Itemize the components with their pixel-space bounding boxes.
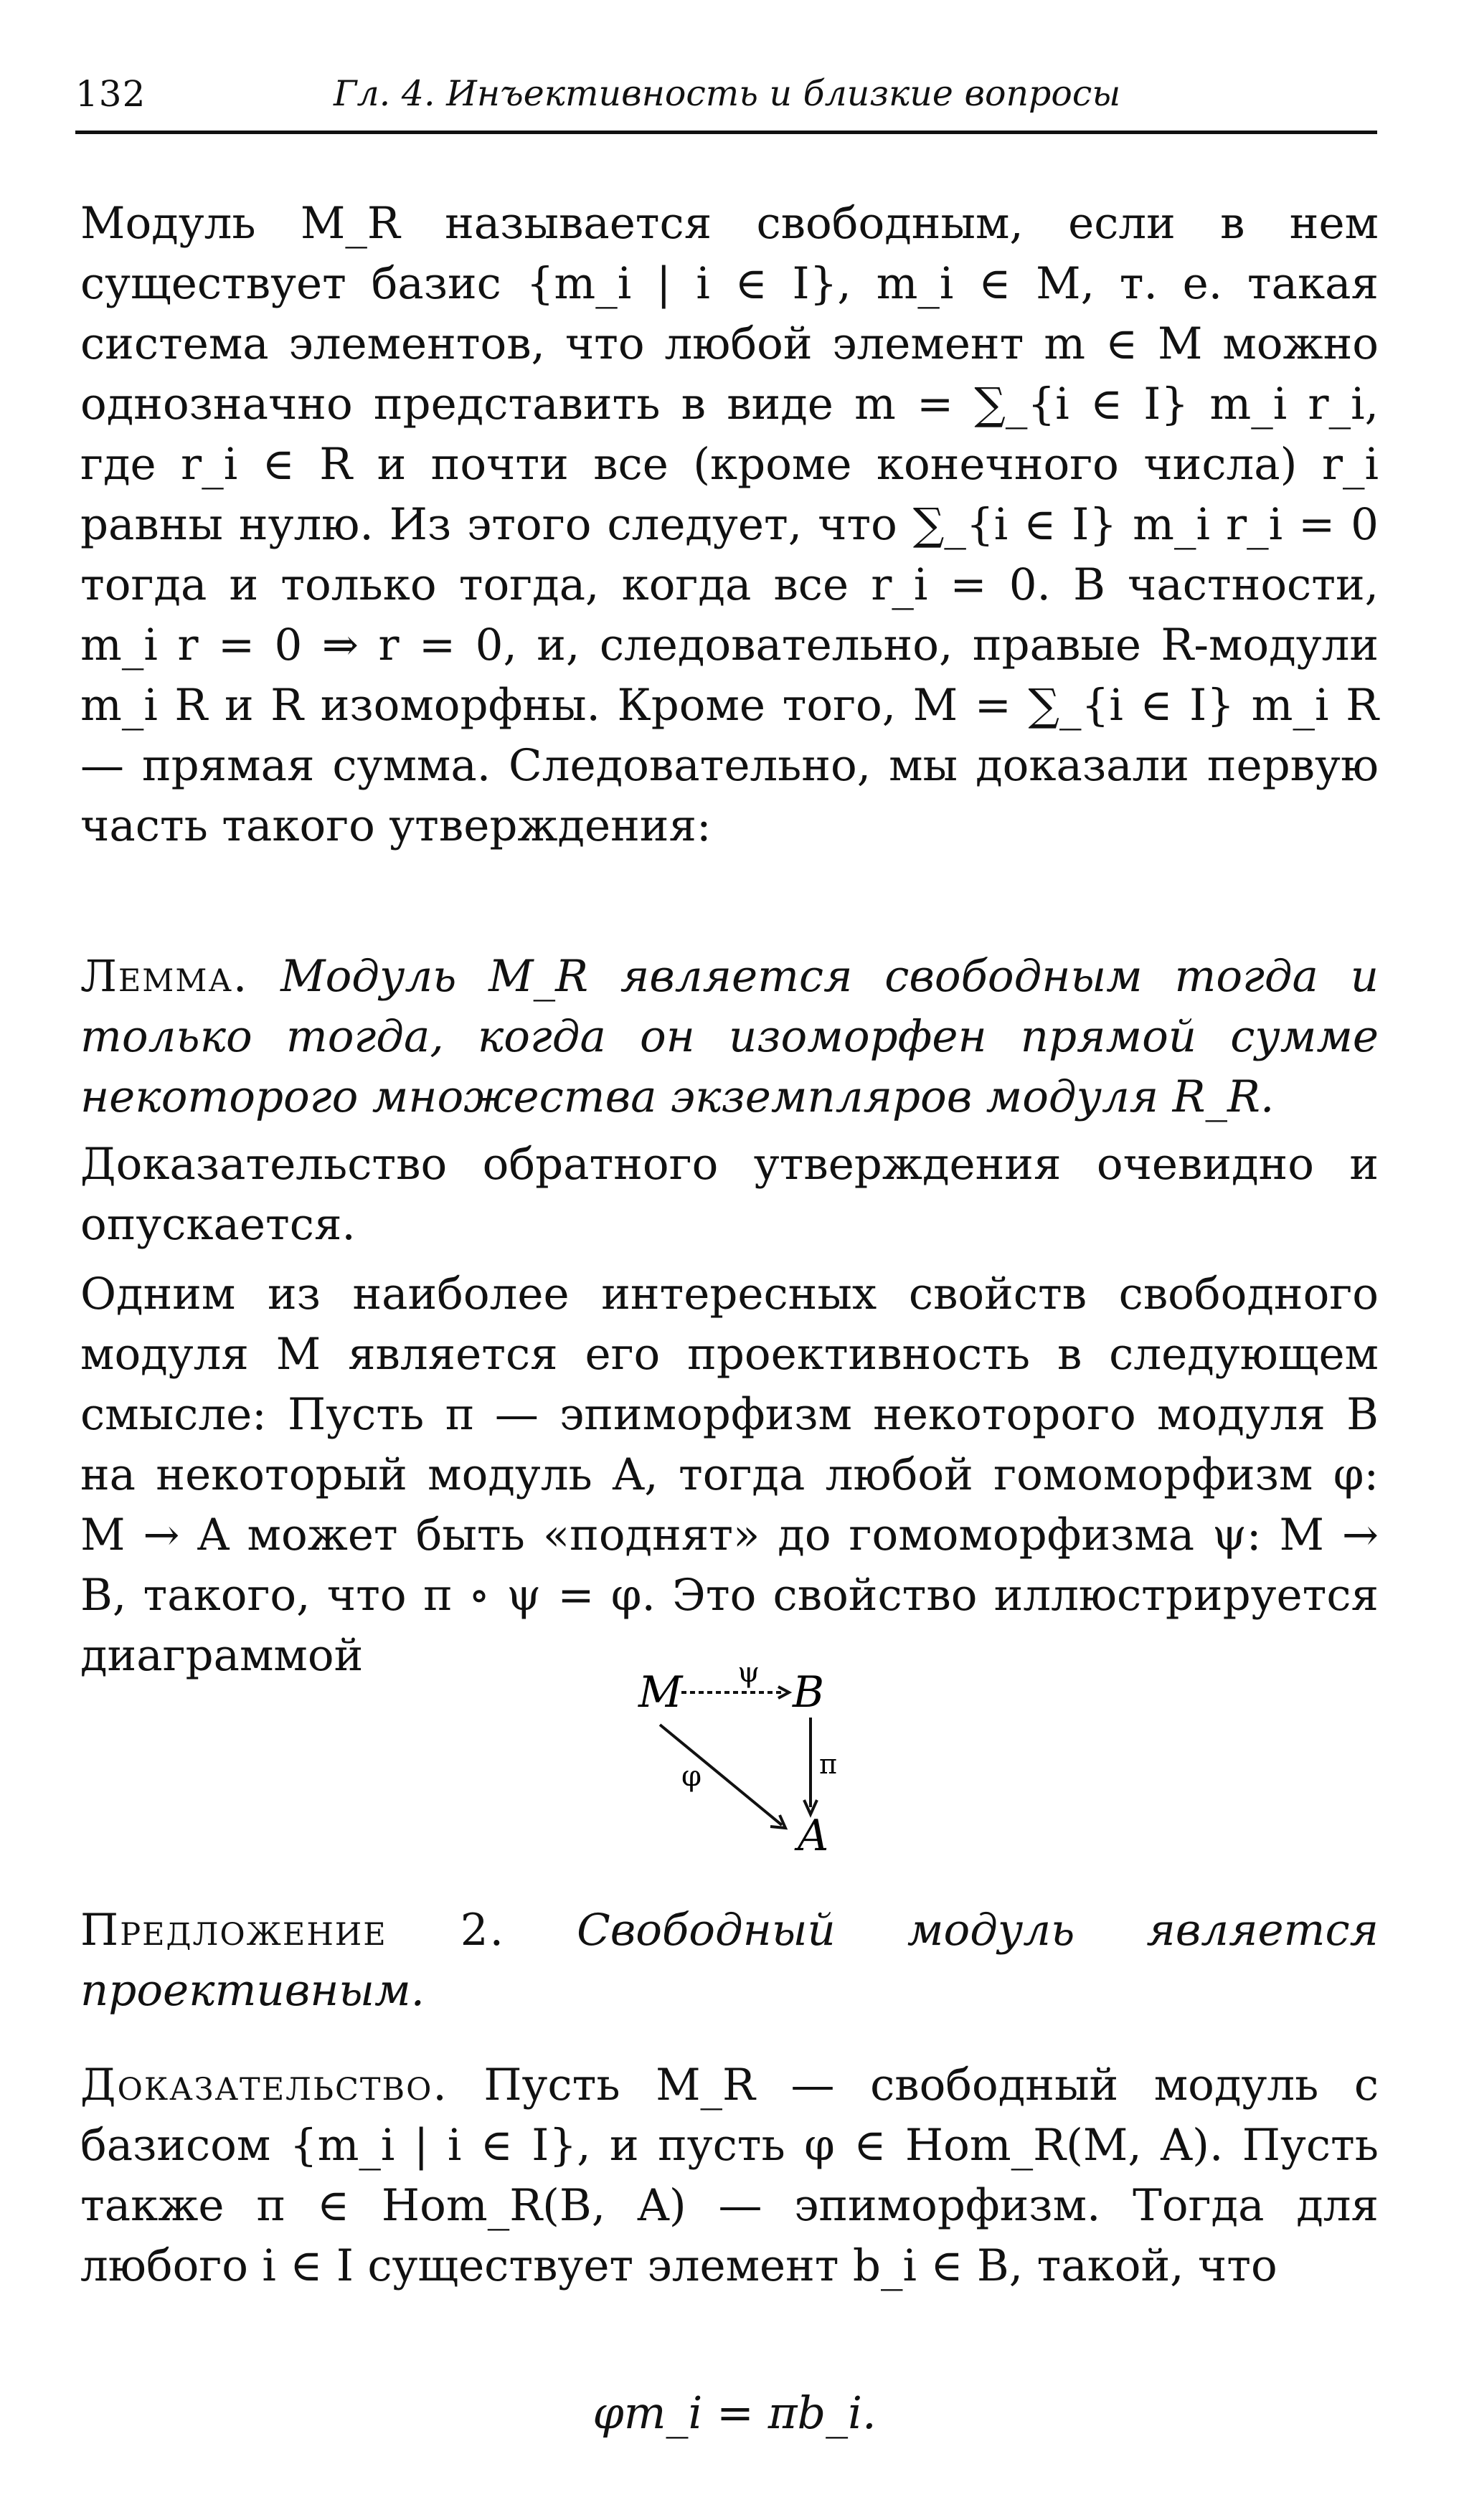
commutative-diagram [631, 1667, 861, 1854]
proof-label: Доказательство. [80, 2060, 448, 2111]
proposition-text: Свободный модуль является проективным. [80, 1905, 1379, 2016]
paragraph-projectivity: Одним из наиболее интересных свойств свободного модуля M является его проективность в следующем смысле: Пусть π — эпиморфизм некоторого модуля B на некоторый модуль A, тогда любой гомоморфизм φ: M → A может быть «поднят» до гомоморфизма ψ: M → B, такого, что π ∘ ψ = φ. Это свойство иллюстрируется диаграммой [80, 1269, 1379, 1681]
diagram-arrow-phi [660, 1725, 782, 1825]
diagram-node-m: M [638, 1667, 683, 1718]
paragraph-free-module-definition: Модуль M_R называется свободным, если в нем существует базис {m_i | i ∈ I}, m_i ∈ M, т. е. такая система элементов, что любой элемент m ∈ M можно однозначно представить в виде m = ∑_{i ∈ I} m_i r_i, где r_i ∈ R и почти все (кроме конечного числа) r_i равны нулю. Из этого следует, что ∑_{i ∈ I} m_i r_i = 0 тогда и только тогда, когда все r_i = 0. В частности, m_i r = 0 ⇒ r = 0, и, следовательно, правые R-модули m_i R и R изоморфны. Кроме того, M = ∑_{i ∈ I} m_i R — прямая сумма. Следовательно, мы доказали первую часть такого утверждения: [80, 198, 1379, 851]
running-head: Гл. 4. Инъективность и близкие вопросы [334, 73, 1121, 114]
proposition-block [80, 1900, 1379, 2021]
diagram-node-b: B [793, 1667, 825, 1718]
proof-block [80, 2055, 1379, 2296]
lemma-block [80, 947, 1379, 1127]
display-formula: φm_i = πb_i. [592, 2387, 877, 2439]
page-header [75, 66, 1377, 134]
proof-text: Пусть M_R — свободный модуль с базисом {m_i | i ∈ I}, и пусть φ ∈ Hom_R(M, A). Пусть также π ∈ Hom_R(B, A) — эпиморфизм. Тогда для любого i ∈ I существует элемент b_i ∈ B, такой, что [80, 2060, 1379, 2291]
proposition-label: Предложение 2. [80, 1905, 506, 1956]
lemma-text: Модуль M_R является свободным тогда и только тогда, когда он изоморфен прямой сумме некоторого множества экземпляров модуля R_R. [80, 951, 1379, 1122]
diagram-node-a: A [798, 1811, 829, 1854]
page-number: 132 [75, 73, 146, 115]
diagram-label-psi: ψ [737, 1667, 760, 1689]
paragraph-converse-proof: Доказательство обратного утверждения очевидно и опускается. [80, 1139, 1379, 1250]
diagram-label-phi: φ [681, 1760, 702, 1793]
lemma-label: Лемма. [80, 951, 249, 1002]
diagram-label-pi: π [819, 1748, 837, 1780]
